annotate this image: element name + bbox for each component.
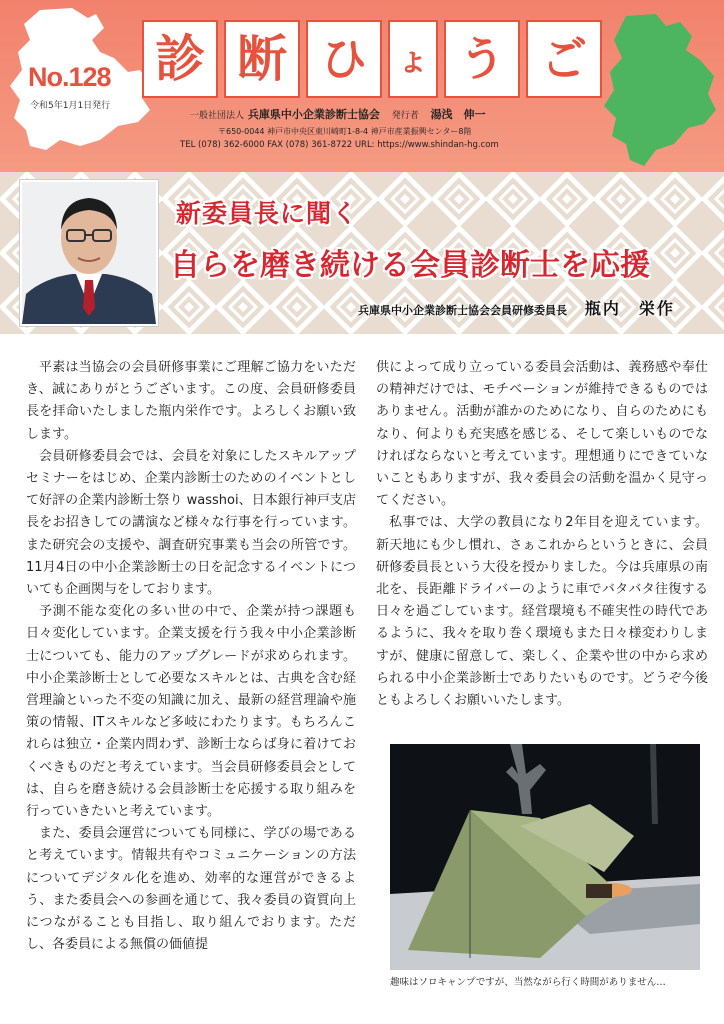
title-char: う bbox=[459, 32, 505, 86]
title-char-box bbox=[526, 20, 602, 98]
publisher-role: 発行者 bbox=[391, 111, 419, 121]
title-char-box bbox=[388, 20, 438, 98]
title-char: ょ bbox=[396, 40, 429, 78]
issue-date: 令和5年1月1日発行 bbox=[30, 101, 111, 111]
masthead bbox=[0, 0, 724, 172]
hyogo-map-green bbox=[596, 10, 724, 172]
camping-photo bbox=[390, 744, 700, 970]
article-paragraph: 私事では、大学の教員になり2年目を迎えています。新天地にも少し慣れ、さぁこれからというときに、会員研修委員長という大役を授かりました。今は兵庫県の南北を、長距離ドライバーのように車でバタバタ往復する日々を過ごしています。経営環境も不確実性の時代であるように、我々を取り巻く環境もまた日々様変わりしますが、健康に留意して、楽しく、企業や世の中から求められる中小企業診断士でありたいものです。どうぞ今後ともよろしくお願いいたします。 bbox=[376, 515, 708, 709]
title-char: ひ bbox=[321, 32, 367, 86]
author-name: 瓶内 栄作 bbox=[584, 299, 675, 318]
publisher-name: 兵庫県中小企業診断士協会 bbox=[247, 108, 380, 121]
author-portrait bbox=[20, 180, 158, 326]
title-char-box bbox=[444, 20, 520, 98]
article-paragraph: また、委員会運営についても同様に、学びの場であると考えています。情報共有やコミュニケーションの方法についてデジタル化を進め、効率的な運営ができるよう、また委員会への参画を通じて、我々委員の資質向上につながることも目指し、取り組んでおります。ただし、各委員による無償の価値提 bbox=[26, 826, 356, 953]
publisher-person: 湯浅 伸一 bbox=[430, 108, 486, 121]
publisher-line bbox=[190, 106, 486, 122]
article-paragraph: 平素は当協会の会員研修事業にご理解ご協力をいただき、誠にありがとうございます。この度、会員研修委員長を拝命いたしました瓶内栄作です。よろしくお願い致します。 bbox=[26, 360, 356, 442]
publisher-prefix: 一般社団法人 bbox=[190, 111, 245, 121]
article-paragraph: 会員研修委員会では、会員を対象にしたスキルアップセミナーをはじめ、企業内診断士のためのイベントとして好評の企業内診断士祭り wasshoi、日本銀行神戸支店長をお招きしての講演など様々な行事を行っています。また研究会の支援や、調査研究事業も当会の所管です。11月4日の中小企業診断士の日を記念するイベントについても企画関与をしております。 bbox=[26, 448, 356, 598]
title-char: ご bbox=[541, 32, 587, 86]
photo-caption: 趣味はソロキャンプですが、当然ながら行く時間がありません… bbox=[390, 977, 666, 988]
byline bbox=[358, 296, 675, 319]
title-char-box bbox=[224, 20, 300, 98]
newsletter-title bbox=[142, 20, 602, 100]
address: 〒650-0044 神戸市中央区東川崎町1-8-4 神戸市産業振興センター8階 bbox=[218, 127, 472, 136]
article-column-left bbox=[26, 357, 356, 956]
article-paragraph: 予測不能な変化の多い世の中で、企業が持つ課題も日々変化しています。企業支援を行う我々中小企業診断士についても、能力のアップグレードが求められます。中小企業診断士として必要なスキルとは、古典を含む経営理論といった不変の知識に加え、最新の経営理論や施策の情報、ITスキルなど多岐にわたります。もちろんこれらは独立・企業内問わず、診断士ならば身に着けておくべきものだと考えています。当会員研修委員会としては、自らを磨き続ける会員診断士を応援する取り組みを行っていきたいと考えています。 bbox=[26, 604, 356, 820]
headline-main: 自らを磨き続ける会員診断士を応援 bbox=[170, 248, 650, 283]
author-affiliation: 兵庫県中小企業診断士協会会員研修委員長 bbox=[358, 304, 567, 317]
article-column-right bbox=[376, 357, 708, 712]
issue-number: No.128 bbox=[28, 62, 111, 92]
title-char: 診 bbox=[155, 30, 205, 88]
contact-info: TEL (078) 362-6000 FAX (078) 361-8722 URL: https://www.shindan-hg.com bbox=[180, 140, 499, 150]
article-paragraph-continued: 供によって成り立っている委員会活動は、義務感や奉仕の精神だけでは、モチベーションが維持できるものではありません。活動が誰かのためになり、自らのためにもなり、何よりも充実感を感じる、そして楽しいものでなければならないと考えています。理想通りにできていないこともありますが、我々委員会の活動を温かく見守ってください。 bbox=[376, 360, 708, 509]
title-char-box bbox=[306, 20, 382, 98]
title-char: 断 bbox=[237, 30, 287, 88]
headline-kicker: 新委員長に聞く bbox=[176, 199, 359, 228]
title-char-box bbox=[142, 20, 218, 98]
portrait-image bbox=[22, 182, 156, 324]
